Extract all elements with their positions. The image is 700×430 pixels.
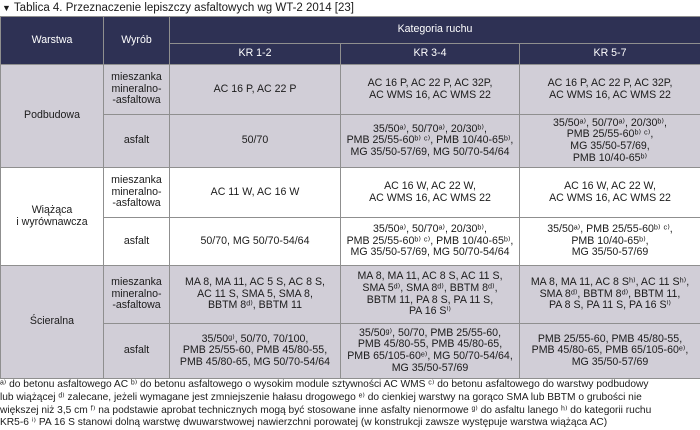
- value-cell: 35/50ᵃ⁾, PMB 25/55-60ᵇ⁾ ᶜ⁾, PMB 10/40-65ᵇ⁾, MG 35/50-57/69: [520, 218, 700, 266]
- binder-table: [0, 16, 700, 379]
- value-cell: MA 8, MA 11, AC 8 Sʰ⁾, AC 11 Sʰ⁾, SMA 8ᵈ⁾, BBTM 8ᵈ⁾, BBTM 11, PA 8 S, PA 11 S, PA 16 Sⁱ⁾: [520, 266, 700, 324]
- value-cell: MA 8, MA 11, AC 8 S, AC 11 S, SMA 5ᵈ⁾, SMA 8ᵈ⁾, BBTM 8ᵈ⁾, BBTM 11, PA 8 S, PA 11 S, PA 16 Sⁱ⁾: [341, 266, 520, 324]
- value-cell: MA 8, MA 11, AC 5 S, AC 8 S, AC 11 S, SMA 5, SMA 8, BBTM 8ᵈ⁾, BBTM 11: [170, 266, 341, 324]
- value-cell: 35/50ᵍ⁾, 50/70, 70/100, PMB 25/55-60, PMB 45/80-55, PMB 45/80-65, MG 50/70-54/64: [170, 324, 341, 379]
- layer-cell: Wiążąca i wyrównawcza: [1, 168, 104, 266]
- value-cell: AC 16 P, AC 22 P: [170, 65, 341, 115]
- layer-cell: Ścieralna: [1, 266, 104, 379]
- caption-triangle-icon: ▼: [2, 3, 11, 13]
- value-cell: AC 16 W, AC 22 W, AC WMS 16, AC WMS 22: [341, 168, 520, 218]
- table-row: [1, 266, 700, 324]
- caption-title: Tablica 4. Przeznaczenie lepiszczy asfaltowych wg WT-2 2014 [23]: [14, 2, 354, 14]
- value-cell: PMB 25/55-60, PMB 45/80-55, PMB 45/80-65, PMB 65/105-60ᵉ⁾, MG 35/50-57/69: [520, 324, 700, 379]
- value-cell: 50/70, MG 50/70-54/64: [170, 218, 341, 266]
- table-row: [1, 324, 700, 379]
- table-row: [1, 168, 700, 218]
- value-cell: 50/70: [170, 115, 341, 168]
- product-cell: mieszanka mineralno- -asfaltowa: [104, 65, 170, 115]
- footnotes: ᵃ⁾ do betonu asfaltowego AC ᵇ⁾ do betonu asfaltowego o wysokim module sztywności AC WMS ᶜ⁾ do betonu asfaltowego do warstwy podbudowy lub wiążącej ᵈ⁾ zalecane, jeżeli wymagane jest zmniejszenie hałasu drogowego ᵉ⁾ do cienkiej warstwy na gorąco SMA lub BBTM o grubości nie większej niż 3,5 cm ᶠ⁾ na podstawie aprobat technicznych mogą być stosowane inne asfalty nienormowe ᵍ⁾ do asfaltu lanego ʰ⁾ do kategorii ruchu KR5-6 ⁱ⁾ PA 16 S stanowi dolną warstwę dwuwarstwowej nawierzchni porowatej (w konstrukcji zawsze występuje warstwa wiążąca AC): [0, 379, 700, 430]
- header-kr34: KR 3-4: [341, 44, 520, 65]
- header-kr57: KR 5-7: [520, 44, 700, 65]
- product-cell: mieszanka mineralno- -asfaltowa: [104, 168, 170, 218]
- table-row: [1, 218, 700, 266]
- product-cell: asfalt: [104, 218, 170, 266]
- value-cell: AC 11 W, AC 16 W: [170, 168, 341, 218]
- table-row: [1, 115, 700, 168]
- value-cell: AC 16 W, AC 22 W, AC WMS 16, AC WMS 22: [520, 168, 700, 218]
- table-caption: [0, 0, 700, 16]
- value-cell: AC 16 P, AC 22 P, AC 32P, AC WMS 16, AC WMS 22: [341, 65, 520, 115]
- value-cell: AC 16 P, AC 22 P, AC 32P, AC WMS 16, AC WMS 22: [520, 65, 700, 115]
- header-traffic-category: Kategoria ruchu: [170, 17, 700, 44]
- product-cell: asfalt: [104, 115, 170, 168]
- layer-cell: Podbudowa: [1, 65, 104, 168]
- header-product: Wyrób: [104, 17, 170, 65]
- product-cell: mieszanka mineralno- -asfaltowa: [104, 266, 170, 324]
- product-cell: asfalt: [104, 324, 170, 379]
- value-cell: 35/50ᵃ⁾, 50/70ᵃ⁾, 20/30ᵇ⁾, PMB 25/55-60ᵇ⁾ ᶜ⁾, MG 35/50-57/69, PMB 10/40-65ᵇ⁾: [520, 115, 700, 168]
- value-cell: 35/50ᵃ⁾, 50/70ᵃ⁾, 20/30ᵇ⁾, PMB 25/55-60ᵇ⁾ ᶜ⁾, PMB 10/40-65ᵇ⁾, MG 35/50-57/69, MG 50/70-54/64: [341, 218, 520, 266]
- header-kr12: KR 1-2: [170, 44, 341, 65]
- value-cell: 35/50ᵃ⁾, 50/70ᵃ⁾, 20/30ᵇ⁾, PMB 25/55-60ᵇ⁾ ᶜ⁾, PMB 10/40-65ᵇ⁾, MG 35/50-57/69, MG 50/70-54/64: [341, 115, 520, 168]
- header-row-top: [1, 17, 700, 44]
- value-cell: 35/50ᵍ⁾, 50/70, PMB 25/55-60, PMB 45/80-55, PMB 45/80-65, PMB 65/105-60ᵉ⁾, MG 50/70-54/64, MG 35/50-57/69: [341, 324, 520, 379]
- header-layer: Warstwa: [1, 17, 104, 65]
- table-row: [1, 65, 700, 115]
